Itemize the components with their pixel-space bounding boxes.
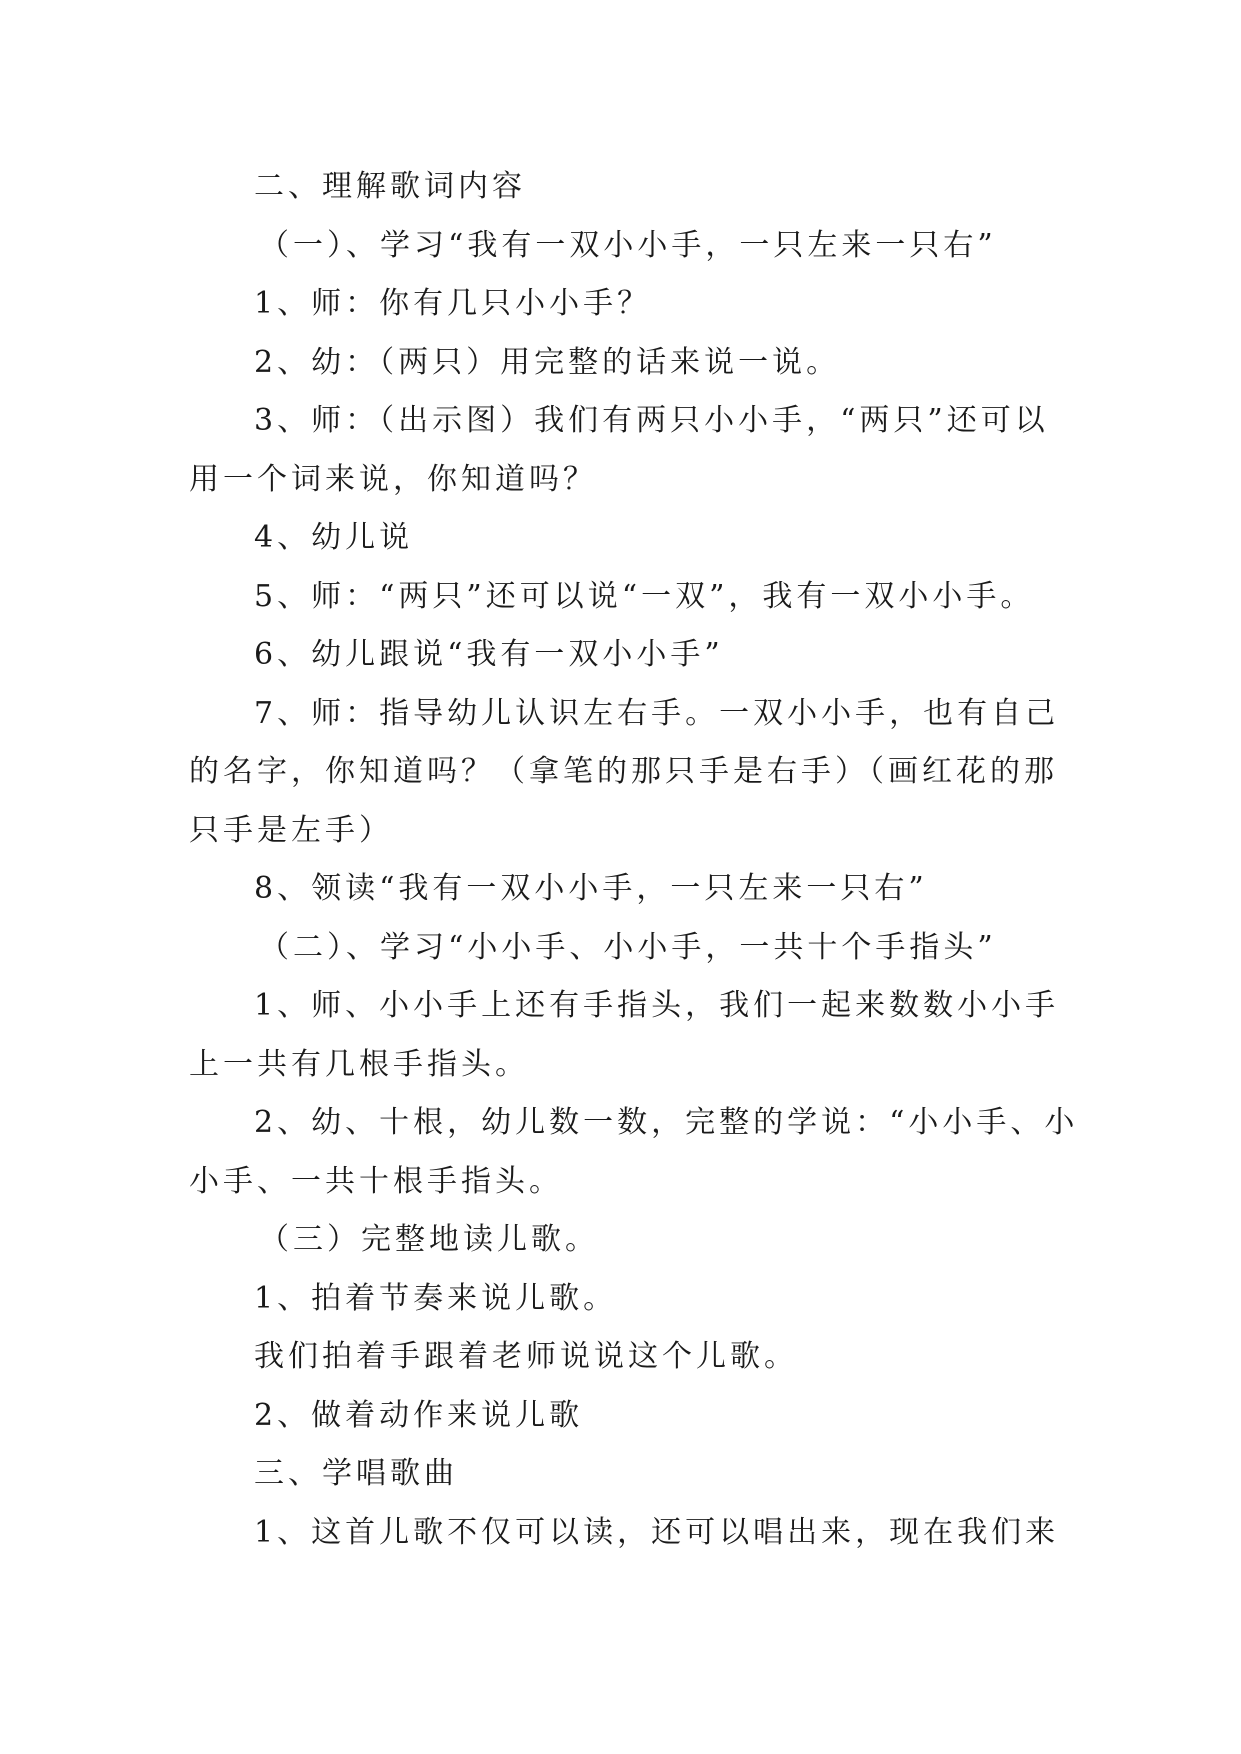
paragraph-line: 6、幼儿跟说“我有一双小小手” [254, 637, 724, 672]
paragraph-line: 只手是左手） [189, 812, 393, 848]
paragraph-line: 上一共有几根手指头。 [189, 1046, 529, 1082]
paragraph-line: 1、这首儿歌不仅可以读，还可以唱出来，现在我们来 [254, 1514, 1060, 1550]
paragraph-line: 7、师：指导幼儿认识左右手。一双小小手，也有自己 [254, 695, 1060, 731]
section-heading-2: 二、理解歌词内容 [254, 169, 526, 204]
paragraph-line: 1、师、小小手上还有手指头，我们一起来数数小小手 [254, 988, 1060, 1023]
paragraph-line: 5、师：“两只”还可以说“一双”，我有一双小小手。 [254, 578, 1035, 614]
paragraph-line: 我们拍着手跟着老师说说这个儿歌。 [254, 1339, 798, 1374]
paragraph-line: 用一个词来说，你知道吗？ [189, 461, 597, 497]
subsection-heading-1: （一）、学习“我有一双小小手，一只左来一只右” [259, 227, 997, 263]
paragraph-line: 小手、一共十根手指头。 [189, 1163, 563, 1199]
paragraph-line: 1、师：你有几只小小手？ [254, 286, 652, 321]
paragraph-line: 4、幼儿说 [254, 520, 414, 555]
paragraph-line: 8、领读“我有一双小小手，一只左来一只右” [254, 871, 928, 906]
paragraph-line: 3、师：（出示图）我们有两只小小手，“两只”还可以 [254, 403, 1049, 438]
section-heading-3: 三、学唱歌曲 [254, 1456, 458, 1491]
subsection-heading-3: （三）完整地读儿歌。 [259, 1222, 599, 1257]
subsection-heading-2: （二）、学习“小小手、小小手，一共十个手指头” [259, 929, 997, 965]
paragraph-line: 2、幼、十根，幼儿数一数，完整的学说：“小小手、小 [254, 1105, 1079, 1140]
document-body [189, 158, 1079, 1562]
paragraph-line: 的名字，你知道吗？（拿笔的那只手是右手）（画红花的那 [189, 754, 1058, 789]
paragraph-line: 2、幼：（两只）用完整的话来说一说。 [254, 344, 841, 380]
paragraph-line: 1、拍着节奏来说儿歌。 [254, 1280, 618, 1316]
paragraph-line: 2、做着动作来说儿歌 [254, 1397, 584, 1433]
